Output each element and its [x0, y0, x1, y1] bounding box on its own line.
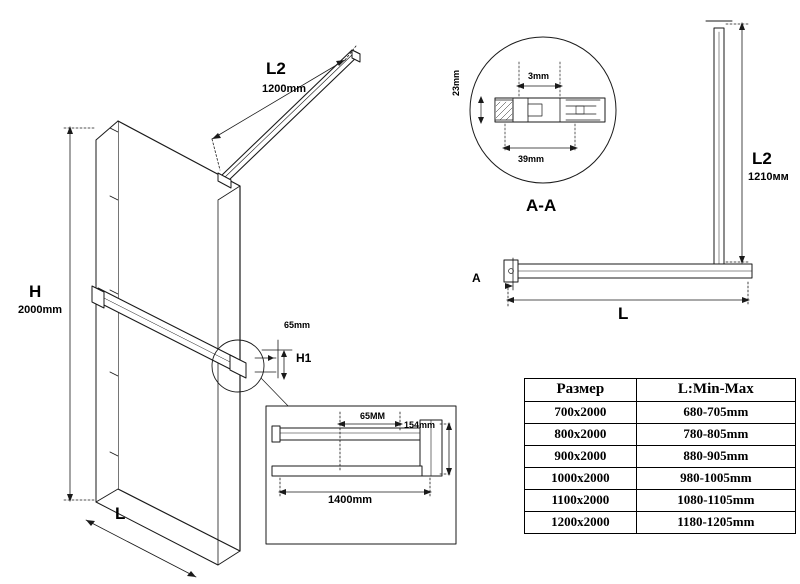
label-top-l2-value: 1210мм — [748, 171, 789, 183]
dimension-65mm-rail — [255, 340, 292, 378]
table-cell-range: 1180-1205mm — [636, 512, 795, 534]
table-row — [525, 468, 796, 490]
table-cell-size: 700x2000 — [525, 402, 637, 424]
label-top-l: L — [618, 304, 629, 323]
table-header-lminmax: L:Min-Max — [636, 379, 795, 402]
table-row — [525, 512, 796, 534]
table-row — [525, 490, 796, 512]
table-cell-size: 900x2000 — [525, 446, 637, 468]
label-l-left: L — [115, 504, 126, 523]
label-154mm: 154mm — [404, 420, 436, 430]
dimension-l-left — [86, 520, 196, 577]
label-39mm: 39mm — [518, 154, 545, 164]
glass-panel-iso — [96, 121, 240, 565]
label-top-l2: L2 — [752, 149, 772, 168]
label-l2-main-value: 1200mm — [262, 83, 307, 95]
table-cell-range: 880-905mm — [636, 446, 795, 468]
size-table — [524, 378, 796, 534]
table-header-row — [525, 379, 796, 402]
label-65mm-rail: 65mm — [284, 320, 311, 330]
table-cell-size: 1100x2000 — [525, 490, 637, 512]
label-detail-aa: A-A — [526, 196, 557, 215]
table-header-size: Размер — [525, 379, 637, 402]
label-h-value: 2000mm — [18, 304, 63, 316]
table-cell-range: 780-805mm — [636, 424, 795, 446]
upper-support-bar — [218, 50, 360, 188]
table-row — [525, 424, 796, 446]
label-h: H — [29, 282, 42, 301]
table-cell-range: 980-1005mm — [636, 468, 795, 490]
table-cell-size: 800x2000 — [525, 424, 637, 446]
label-1400mm: 1400mm — [328, 494, 373, 506]
table-cell-range: 680-705mm — [636, 402, 795, 424]
dimension-h — [64, 126, 96, 502]
label-3mm: 3mm — [528, 71, 550, 81]
label-l2-main: L2 — [266, 59, 286, 78]
table-cell-size: 1200x2000 — [525, 512, 637, 534]
label-h1: H1 — [296, 351, 312, 365]
label-65mm-bar: 65ММ — [360, 411, 386, 421]
dimension-h1 — [281, 350, 287, 380]
table-cell-range: 1080-1105mm — [636, 490, 795, 512]
table-row — [525, 446, 796, 468]
table-row — [525, 402, 796, 424]
table-cell-size: 1000x2000 — [525, 468, 637, 490]
label-23mm: 23mm — [451, 69, 461, 96]
label-detail-a: A — [472, 271, 481, 285]
